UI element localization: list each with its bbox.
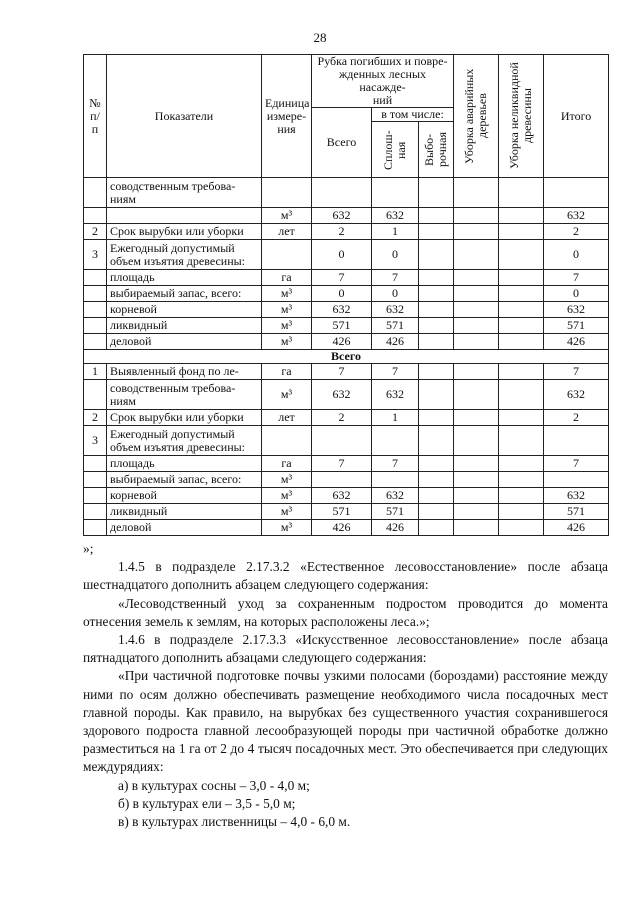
cell-acc (454, 302, 499, 318)
paragraph: 1.4.5 в подразделе 2.17.3.2 «Естественное лесовосстановление» после абзаца шестнадцатого дополнить абзацем следующего содержания: (83, 559, 608, 593)
header-group: Рубка погибших и повре- жденных лесных насажде- ний (312, 55, 454, 108)
cell-ill (499, 504, 544, 520)
header-clear: Сплош- ная (372, 122, 419, 178)
cell-clear (372, 426, 419, 456)
header-selective: Выбо- рочная (419, 122, 454, 178)
cell-unit: м³ (262, 208, 312, 224)
cell-n (84, 302, 107, 318)
cell-tot: 426 (544, 334, 609, 350)
cell-tot: 7 (544, 270, 609, 286)
cell-sel (419, 178, 454, 208)
cell-unit: м³ (262, 504, 312, 520)
cell-unit: м³ (262, 380, 312, 410)
paragraph: «При частичной подготовке почвы узкими полосами (бороздами) расстояние между ними по осям должно обеспечивать размещение необходимого числа посадочных мест главной породы. Как правило, на вырубках без существенного участия сохранившегося здорового подроста главной лесообразующей породы при частичной обработке должно разместиться на 1 га от 2 до 4 тысяч посадочных мест. Это обеспечивается при следующих междурядиях: (83, 668, 608, 775)
cell-tot: 7 (544, 456, 609, 472)
header-illiquid: Уборка неликвидной древесины (499, 55, 544, 178)
header-incl: в том числе: (372, 108, 454, 122)
table-row (84, 270, 609, 286)
cell-unit: м³ (262, 472, 312, 488)
cell-tot: 2 (544, 410, 609, 426)
cell-ill (499, 520, 544, 536)
paragraph: в) в культурах лиственницы – 4,0 - 6,0 м. (118, 814, 351, 830)
cell-ill (499, 456, 544, 472)
cell-unit: лет (262, 410, 312, 426)
cell-acc (454, 178, 499, 208)
cell-all (312, 178, 372, 208)
cell-all: 632 (312, 488, 372, 504)
paragraph: а) в культурах сосны – 3,0 - 4,0 м; (118, 777, 310, 793)
table-row (84, 302, 609, 318)
cell-label: Срок вырубки или уборки (107, 410, 262, 426)
cell-acc (454, 334, 499, 350)
cell-unit: лет (262, 224, 312, 240)
cell-unit (262, 178, 312, 208)
cell-clear: 632 (372, 302, 419, 318)
header-itogo: Итого (544, 55, 609, 178)
table-row (84, 488, 609, 504)
table-row (84, 286, 609, 302)
cell-sel (419, 472, 454, 488)
cell-sel (419, 520, 454, 536)
cell-ill (499, 318, 544, 334)
cell-label: корневой (107, 488, 262, 504)
paragraph: б) в культурах ели – 3,5 - 5,0 м; (118, 795, 296, 811)
cell-clear: 571 (372, 318, 419, 334)
cell-all: 2 (312, 410, 372, 426)
cell-tot: 0 (544, 240, 609, 270)
cell-n: 3 (84, 426, 107, 456)
cell-label: площадь (107, 270, 262, 286)
cell-n (84, 286, 107, 302)
cell-ill (499, 380, 544, 410)
cell-clear: 632 (372, 380, 419, 410)
cell-sel (419, 504, 454, 520)
cell-all: 7 (312, 364, 372, 380)
table-row (84, 224, 609, 240)
cell-tot: 2 (544, 224, 609, 240)
cell-label: Срок вырубки или уборки (107, 224, 262, 240)
cell-all: 7 (312, 456, 372, 472)
cell-all: 632 (312, 208, 372, 224)
cell-ill (499, 488, 544, 504)
page-number: 28 (313, 30, 327, 45)
cell-acc (454, 224, 499, 240)
section-title: Всего (84, 350, 609, 364)
cell-clear: 0 (372, 286, 419, 302)
header-indicator: Показатели (107, 55, 262, 178)
cell-all: 0 (312, 286, 372, 302)
cell-tot (544, 426, 609, 456)
cell-label: ликвидный (107, 504, 262, 520)
header-accident: Уборка аварийных деревьев (454, 55, 499, 178)
cell-ill (499, 364, 544, 380)
cell-n (84, 520, 107, 536)
cell-all: 632 (312, 302, 372, 318)
cell-acc (454, 456, 499, 472)
cell-all: 632 (312, 380, 372, 410)
cell-ill (499, 178, 544, 208)
forest-indicators-table (83, 54, 609, 536)
cell-acc (454, 520, 499, 536)
cell-acc (454, 208, 499, 224)
cell-sel (419, 286, 454, 302)
cell-sel (419, 426, 454, 456)
document-body (83, 540, 608, 831)
cell-sel (419, 410, 454, 426)
cell-ill (499, 270, 544, 286)
cell-all: 571 (312, 504, 372, 520)
cell-unit: га (262, 270, 312, 286)
cell-acc (454, 410, 499, 426)
cell-all (312, 472, 372, 488)
cell-n (84, 318, 107, 334)
cell-sel (419, 334, 454, 350)
cell-sel (419, 456, 454, 472)
cell-acc (454, 364, 499, 380)
table-row (84, 364, 609, 380)
cell-label: площадь (107, 456, 262, 472)
header-num: № п/п (84, 55, 107, 178)
cell-acc (454, 488, 499, 504)
cell-tot: 571 (544, 504, 609, 520)
cell-label (107, 208, 262, 224)
cell-clear: 1 (372, 410, 419, 426)
cell-acc (454, 426, 499, 456)
cell-clear: 7 (372, 270, 419, 286)
table-row (84, 472, 609, 488)
cell-tot: 7 (544, 364, 609, 380)
cell-n (84, 178, 107, 208)
table-row (84, 520, 609, 536)
cell-all: 571 (312, 318, 372, 334)
cell-all (312, 426, 372, 456)
cell-unit: га (262, 364, 312, 380)
cell-all: 7 (312, 270, 372, 286)
paragraph: 1.4.6 в подразделе 2.17.3.3 «Искусственное лесовосстановление» после абзаца пятнадцатого дополнить абзацами следующего содержания: (83, 632, 608, 666)
cell-acc (454, 286, 499, 302)
cell-acc (454, 240, 499, 270)
cell-acc (454, 318, 499, 334)
cell-all: 426 (312, 520, 372, 536)
cell-tot: 571 (544, 318, 609, 334)
cell-unit: м³ (262, 488, 312, 504)
cell-clear (372, 472, 419, 488)
cell-ill (499, 426, 544, 456)
cell-n (84, 488, 107, 504)
cell-all: 0 (312, 240, 372, 270)
cell-label: ликвидный (107, 318, 262, 334)
cell-acc (454, 270, 499, 286)
cell-label: выбираемый запас, всего: (107, 286, 262, 302)
cell-clear: 1 (372, 224, 419, 240)
cell-ill (499, 472, 544, 488)
cell-unit: га (262, 456, 312, 472)
header-total-all: Всего (312, 108, 372, 178)
table-row (84, 456, 609, 472)
cell-clear: 426 (372, 520, 419, 536)
cell-sel (419, 302, 454, 318)
paragraph: «Лесоводственный уход за сохраненным подростом проводится до момента отнесения земель к землям, на которых расположены леса.»; (83, 595, 608, 629)
cell-sel (419, 488, 454, 504)
cell-clear: 0 (372, 240, 419, 270)
cell-unit: м³ (262, 318, 312, 334)
table-row (84, 240, 609, 270)
cell-n (84, 334, 107, 350)
table-row (84, 410, 609, 426)
table-row (84, 208, 609, 224)
cell-sel (419, 208, 454, 224)
cell-clear: 7 (372, 364, 419, 380)
cell-unit: м³ (262, 302, 312, 318)
cell-clear (372, 178, 419, 208)
cell-label: выбираемый запас, всего: (107, 472, 262, 488)
cell-tot: 632 (544, 208, 609, 224)
cell-label: Ежегодный допустимый объем изъятия древесины: (107, 240, 262, 270)
cell-clear: 632 (372, 488, 419, 504)
cell-label: соводственным требова- ниям (107, 380, 262, 410)
cell-label: соводственным требова- ниям (107, 178, 262, 208)
table-row (84, 334, 609, 350)
cell-sel (419, 364, 454, 380)
section-row (84, 350, 609, 364)
cell-tot: 0 (544, 286, 609, 302)
cell-unit (262, 426, 312, 456)
cell-unit: м³ (262, 286, 312, 302)
cell-ill (499, 286, 544, 302)
cell-ill (499, 224, 544, 240)
cell-n (84, 472, 107, 488)
cell-n (84, 456, 107, 472)
cell-acc (454, 504, 499, 520)
cell-n (84, 504, 107, 520)
cell-label: Ежегодный допустимый объем изъятия древесины: (107, 426, 262, 456)
cell-n: 2 (84, 224, 107, 240)
cell-clear: 571 (372, 504, 419, 520)
cell-ill (499, 240, 544, 270)
cell-all: 426 (312, 334, 372, 350)
cell-ill (499, 410, 544, 426)
cell-unit (262, 240, 312, 270)
cell-n: 1 (84, 364, 107, 380)
cell-label: Выявленный фонд по ле- (107, 364, 262, 380)
cell-clear: 632 (372, 208, 419, 224)
table-row (84, 426, 609, 456)
cell-label: деловой (107, 334, 262, 350)
header-unit: Единица измере- ния (262, 55, 312, 178)
cell-sel (419, 270, 454, 286)
table-row (84, 380, 609, 410)
cell-tot (544, 472, 609, 488)
table-row (84, 178, 609, 208)
cell-label: деловой (107, 520, 262, 536)
cell-sel (419, 318, 454, 334)
cell-ill (499, 208, 544, 224)
table-closing-mark: »; (83, 541, 94, 556)
cell-clear: 426 (372, 334, 419, 350)
table-row (84, 318, 609, 334)
cell-tot: 632 (544, 380, 609, 410)
cell-n: 2 (84, 410, 107, 426)
cell-n (84, 380, 107, 410)
cell-tot: 632 (544, 488, 609, 504)
table-row (84, 504, 609, 520)
cell-label: корневой (107, 302, 262, 318)
cell-n (84, 270, 107, 286)
cell-sel (419, 224, 454, 240)
cell-unit: м³ (262, 520, 312, 536)
cell-ill (499, 302, 544, 318)
cell-n: 3 (84, 240, 107, 270)
cell-acc (454, 472, 499, 488)
cell-ill (499, 334, 544, 350)
cell-sel (419, 380, 454, 410)
cell-sel (419, 240, 454, 270)
cell-acc (454, 380, 499, 410)
cell-clear: 7 (372, 456, 419, 472)
cell-tot: 426 (544, 520, 609, 536)
cell-n (84, 208, 107, 224)
cell-all: 2 (312, 224, 372, 240)
cell-tot (544, 178, 609, 208)
cell-tot: 632 (544, 302, 609, 318)
cell-unit: м³ (262, 334, 312, 350)
